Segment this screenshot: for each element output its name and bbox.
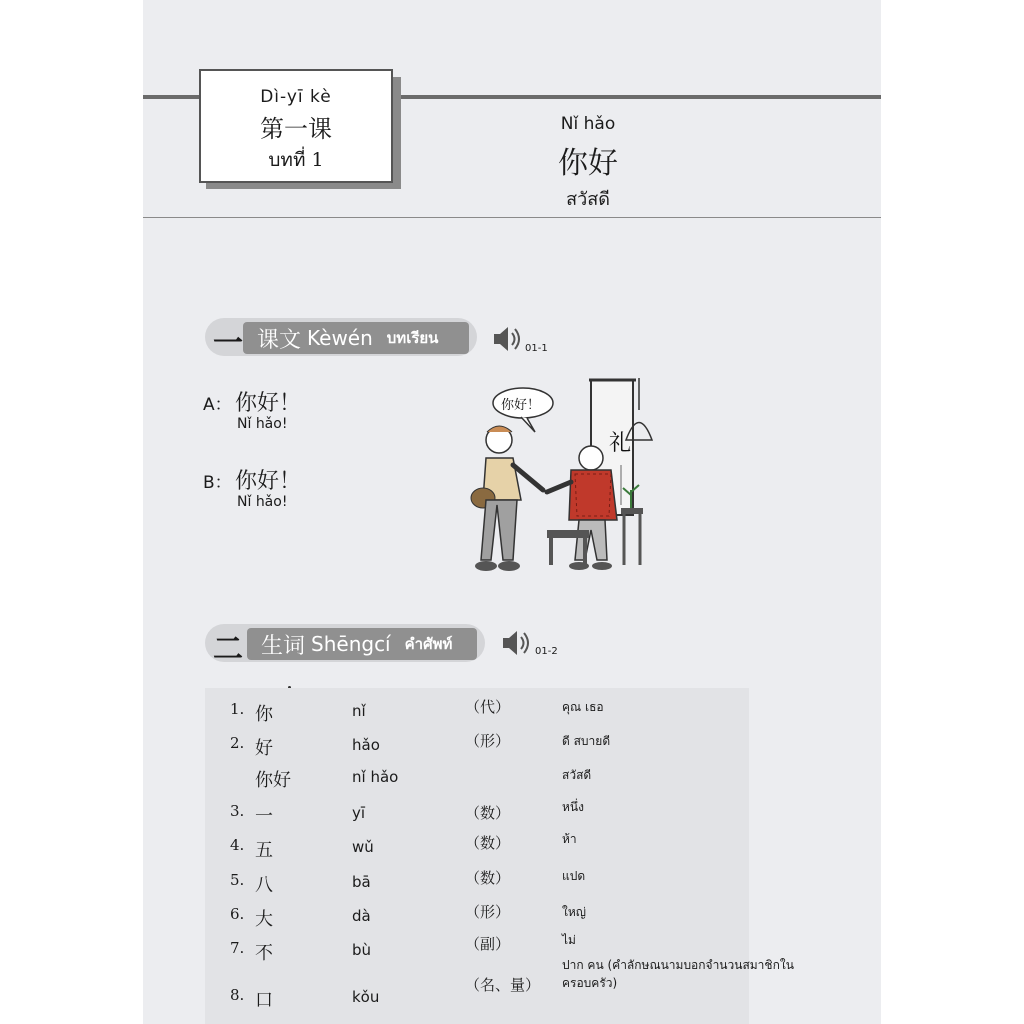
header-divider: [143, 217, 881, 218]
lesson-hanzi: 第一课: [260, 115, 332, 143]
vocab-row: [205, 766, 825, 796]
vocab-hanzi: 口: [255, 990, 273, 1011]
vocab-row: [205, 700, 825, 730]
vocab-hanzi: 一: [255, 806, 273, 827]
vocab-row: [205, 871, 825, 901]
background-left: [0, 0, 143, 1024]
section-vocab-number: 二: [213, 632, 243, 667]
vocab-pinyin: dà: [352, 907, 371, 925]
vocab-thai: แปด: [562, 869, 586, 883]
vocab-hanzi: 不: [255, 943, 273, 964]
vocab-pinyin: bù: [352, 941, 372, 959]
vocab-part-of-speech: （形）: [465, 732, 511, 750]
vocab-thai: ปาก คน (คำลักษณนามบอกจำนวนสมาชิกในครอบครัว): [562, 958, 794, 990]
vocab-thai: ไม่: [562, 933, 576, 947]
section-vocab-pinyin: Shēngcí: [311, 632, 391, 656]
vocab-pinyin: bā: [352, 873, 371, 891]
scroll-character: 礼: [609, 431, 632, 456]
section-text-thai: บทเรียน: [386, 329, 439, 347]
page-title: 你好: [558, 146, 618, 181]
vocab-pinyin: wǔ: [352, 838, 374, 856]
vocab-thai: ใหญ่: [562, 905, 586, 919]
vocab-thai: หนึ่ง: [562, 800, 584, 814]
vocab-hanzi: 大: [255, 909, 273, 930]
lesson-number-box: [199, 69, 393, 183]
vocab-thai: คุณ เธอ: [562, 700, 604, 714]
vocab-pinyin: hǎo: [352, 736, 380, 754]
vocabulary-table: [205, 688, 794, 1024]
title-pinyin: Nǐ hǎo: [560, 114, 616, 134]
vocab-hanzi: 你: [255, 704, 273, 725]
speech-bubble-text: 你好！: [501, 398, 541, 413]
vocab-number: 5.: [230, 871, 245, 889]
vocab-part-of-speech: （数）: [465, 804, 511, 822]
vocab-part-of-speech: （名、量）: [465, 976, 541, 994]
vocab-hanzi: 好: [255, 738, 273, 759]
vocab-part-of-speech: （副）: [465, 935, 511, 953]
dialogue-line-b: 你好！: [235, 469, 302, 494]
section-vocab-tag: [247, 628, 477, 660]
vocab-thai: ดี สบายดี: [562, 734, 611, 748]
vocab-pinyin: nǐ hǎo: [352, 768, 399, 786]
dialogue-speaker-a: A：: [203, 395, 232, 415]
section-text-tag: [243, 322, 469, 354]
vocab-number: 1.: [230, 700, 245, 718]
vocab-part-of-speech: （形）: [465, 903, 511, 921]
vocab-number: 4.: [230, 836, 245, 854]
vocab-number: 8.: [230, 986, 245, 1004]
vocab-part-of-speech: （代）: [465, 698, 511, 716]
dialogue-pinyin-b: Nǐ hǎo!: [237, 494, 288, 510]
vocab-row: [205, 734, 825, 764]
audio-speaker-icon[interactable]: [490, 322, 524, 356]
audio-speaker-icon[interactable]: [499, 626, 533, 660]
vocab-number: 3.: [230, 802, 245, 820]
dialogue-pinyin-a: Nǐ hǎo!: [237, 416, 288, 432]
vocab-row: [205, 802, 825, 832]
textbook-page: [143, 0, 881, 1024]
dialogue-speaker-b: B：: [203, 473, 232, 493]
section-vocab-hanzi: 生词: [261, 633, 306, 659]
vocab-part-of-speech: （数）: [465, 834, 511, 852]
vocab-number: 6.: [230, 905, 245, 923]
vocab-pinyin: yī: [352, 804, 366, 822]
dialogue-line-a: 你好！: [235, 391, 302, 416]
vocab-hanzi: 你好: [255, 770, 291, 791]
vocab-pinyin: nǐ: [352, 702, 366, 720]
background-right: [881, 0, 1024, 1024]
vocab-thai: ห้า: [562, 832, 577, 846]
vocab-number: 2.: [230, 734, 245, 752]
audio-track-number: 01-1: [525, 343, 548, 354]
vocab-part-of-speech: （数）: [465, 869, 511, 887]
title-thai: สวัสดี: [566, 189, 610, 210]
lesson-pinyin: Dì-yī kè: [260, 87, 332, 107]
section-text-pinyin: Kèwén: [307, 326, 373, 350]
section-vocab-thai: คำศัพท์: [404, 635, 453, 653]
vocab-row: [205, 958, 825, 1016]
lesson-thai: บทที่ 1: [268, 149, 324, 171]
vocab-hanzi: 八: [255, 875, 273, 896]
vocab-row: [205, 832, 825, 866]
greeting-illustration: [461, 370, 661, 580]
audio-track-number: 01-2: [535, 646, 558, 657]
section-text-hanzi: 课文: [257, 327, 302, 353]
vocab-thai: สวัสดี: [562, 768, 592, 782]
vocab-pinyin: kǒu: [352, 988, 380, 1006]
vocab-number: 7.: [230, 939, 245, 957]
section-text-number: 一: [213, 326, 243, 361]
vocab-hanzi: 五: [255, 840, 273, 861]
